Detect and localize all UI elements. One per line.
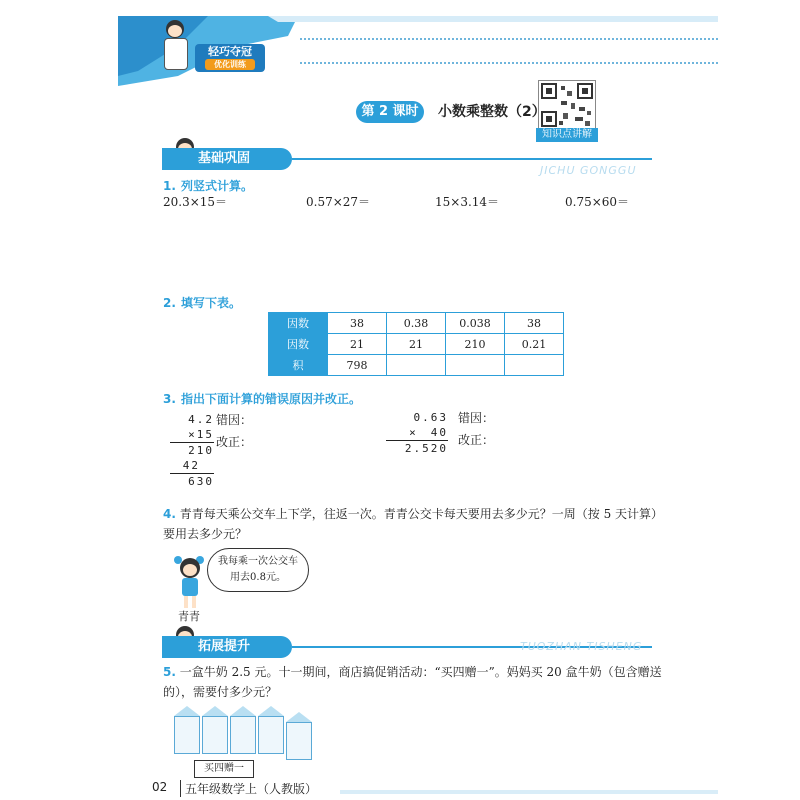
vertical-calc-right: [386, 410, 448, 456]
table-header: 因数: [269, 334, 328, 355]
table-cell: 38: [328, 313, 387, 334]
calc-line: 2.520: [386, 440, 448, 456]
calc-item: 15×3.14＝: [435, 195, 500, 209]
speech-bubble: 我每乘一次公交车用去0.8元。: [207, 548, 309, 592]
calc-item: 0.57×27＝: [306, 195, 371, 209]
question-number: 3.: [163, 392, 176, 406]
question-4: [163, 504, 663, 544]
brand-main: 轻巧夺冠: [208, 45, 252, 58]
promo-label: 买四赠一: [194, 760, 254, 778]
section-subtitle-extend: TUOZHAN TISHENG: [520, 640, 643, 653]
qr-label: 知识点讲解: [536, 128, 598, 142]
calc-item: 20.3×15＝: [163, 195, 228, 209]
table-cell-blank[interactable]: [446, 355, 505, 376]
footer-bar: [340, 790, 718, 794]
calc-item: 0.75×60＝: [565, 195, 630, 209]
calc-line: 42: [182, 459, 200, 472]
calc-line: 630: [170, 473, 214, 489]
table-row: [269, 355, 564, 376]
table-cell: 38: [505, 313, 564, 334]
question-title: 指出下面计算的错误原因并改正。: [181, 392, 362, 406]
calc-line: × 40: [409, 426, 448, 439]
calc-line: 210: [170, 442, 214, 458]
header-dotted-line: [300, 62, 718, 64]
brand-sub: 优化训练: [205, 59, 255, 70]
table-cell: 0.38: [387, 313, 446, 334]
table-cell: 21: [387, 334, 446, 355]
error-reason-label: 错因：: [458, 411, 495, 425]
question-number: 4.: [163, 507, 176, 521]
table-cell-blank[interactable]: [387, 355, 446, 376]
calc-line: 4.2: [188, 413, 214, 426]
question-5: [163, 662, 663, 702]
book-title: 五年级数学上（人教版）: [180, 780, 317, 797]
table-cell[interactable]: 798: [328, 355, 387, 376]
question-number: 2.: [163, 296, 176, 310]
question-number: 5.: [163, 665, 176, 679]
question-2-heading: [163, 292, 241, 311]
fill-table: [268, 312, 564, 376]
question-title: 列竖式计算。: [181, 179, 254, 193]
header-dotted-line: [300, 38, 718, 40]
error-reason-label: 错因：: [216, 413, 253, 427]
correction-label: 改正：: [458, 433, 495, 447]
section-title-extend: 拓展提升: [162, 636, 292, 658]
section-subtitle-basic: JICHU GONGGU: [540, 164, 637, 177]
lesson-badge: 第 2 课时: [356, 101, 424, 123]
vertical-calc-left: [170, 412, 214, 489]
section-divider: [292, 158, 652, 160]
milk-carton-group-icon: [174, 706, 320, 758]
lesson-title: 小数乘整数（2）: [438, 104, 546, 120]
table-cell: 210: [446, 334, 505, 355]
girl-character-icon: [172, 554, 208, 610]
calc-line: ×15: [188, 428, 214, 441]
calc-line: 0.63: [413, 411, 448, 424]
section-title-basic: 基础巩固: [162, 148, 292, 170]
table-cell: 21: [328, 334, 387, 355]
question-text: 青青每天乘公交车上下学，往返一次。青青公交卡每天要用去多少元？一周（按 5 天计算）要用去多少元？: [163, 507, 658, 541]
table-header: 积: [269, 355, 328, 376]
table-row: [269, 334, 564, 355]
table-row: [269, 313, 564, 334]
question-text: 一盒牛奶 2.5 元。十一期间，商店搞促销活动：“买四赠一”。妈妈买 20 盒牛奶（包含赠送的），需要付多少元？: [163, 665, 662, 699]
character-name: 青青: [178, 610, 200, 623]
qr-code-icon[interactable]: [538, 80, 596, 130]
question-3-heading: [163, 388, 361, 407]
question-number: 1.: [163, 179, 176, 193]
correction-label: 改正：: [216, 435, 253, 449]
question-title: 填写下表。: [181, 296, 242, 310]
page-number: 02: [152, 780, 168, 794]
brand-logo: [195, 44, 265, 72]
table-cell: 0.038: [446, 313, 505, 334]
table-cell: 0.21: [505, 334, 564, 355]
table-cell-blank[interactable]: [505, 355, 564, 376]
mascot-icon: [160, 20, 190, 75]
table-header: 因数: [269, 313, 328, 334]
